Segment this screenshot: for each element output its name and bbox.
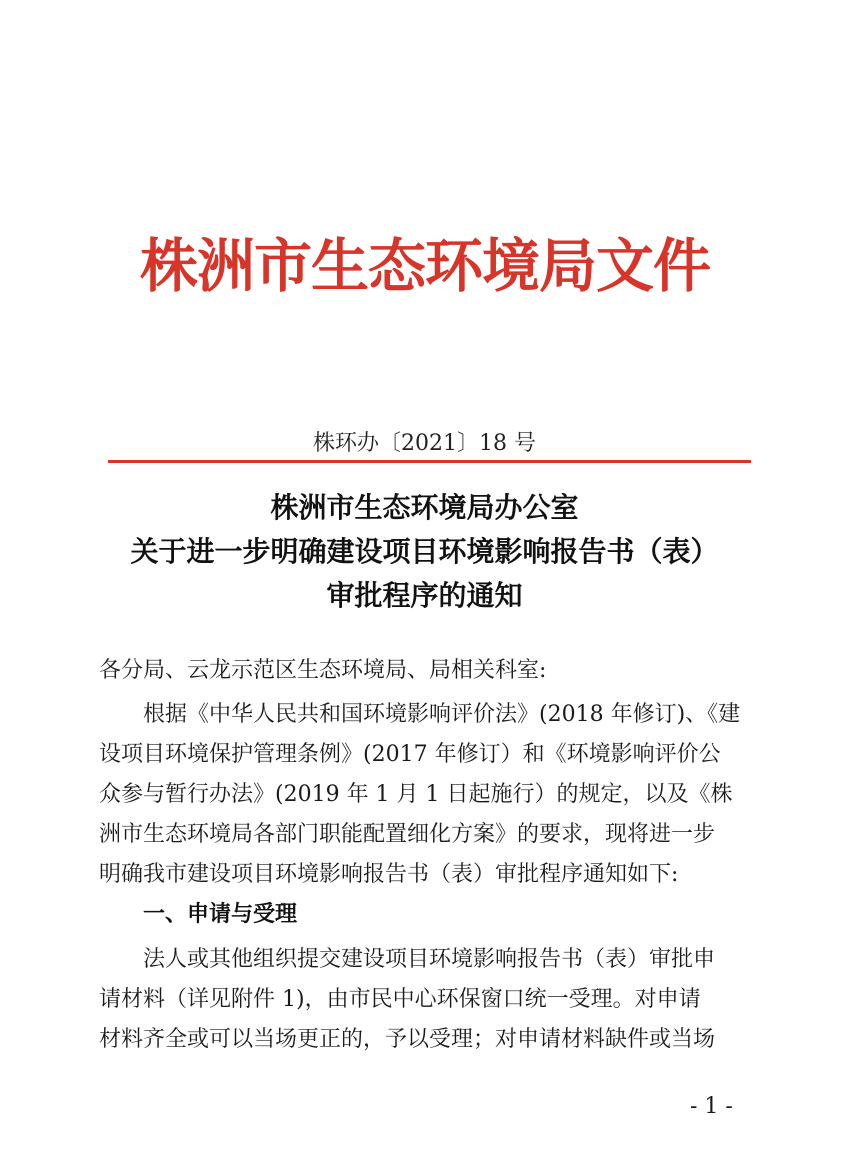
paragraph-line: 洲市生态环境局各部门职能配置细化方案》的要求，现将进一步: [99, 822, 716, 847]
paragraph-1: [99, 695, 749, 895]
page-number: - 1 -: [690, 1094, 733, 1119]
paragraph-line: 材料齐全或可以当场更正的，予以受理；对申请材料缺件或当场: [99, 1027, 716, 1052]
paragraph-line: 根据《中华人民共和国环境影响评价法》(2018 年修订)、《建: [143, 702, 741, 727]
section-heading-1: 一、申请与受理: [143, 902, 298, 927]
title-line-1: 株洲市生态环境局办公室: [270, 491, 579, 524]
title-line-3: 审批程序的通知: [326, 579, 523, 612]
document-number: 株环办〔2021〕18 号: [313, 431, 536, 456]
agency-header-title: 株洲市生态环境局文件: [139, 232, 710, 300]
notice-title: [60, 486, 789, 618]
paragraph-2: [99, 940, 749, 1060]
title-line-2: 关于进一步明确建设项目环境影响报告书（表）: [130, 535, 719, 568]
paragraph-line: 明确我市建设项目环境影响报告书（表）审批程序通知如下:: [99, 862, 679, 887]
paragraph-line: 法人或其他组织提交建设项目环境影响报告书（表）审批申: [143, 947, 716, 972]
salutation: 各分局、云龙示范区生态环境局、局相关科室:: [99, 658, 547, 683]
red-divider-line: [108, 460, 751, 463]
paragraph-line: 众参与暂行办法》(2019 年 1 月 1 日起施行）的规定，以及《株: [99, 782, 733, 807]
paragraph-line: 请材料（详见附件 1)，由市民中心环保窗口统一受理。对申请: [99, 987, 701, 1012]
paragraph-line: 设项目环境保护管理条例》(2017 年修订）和《环境影响评价公: [99, 742, 721, 767]
